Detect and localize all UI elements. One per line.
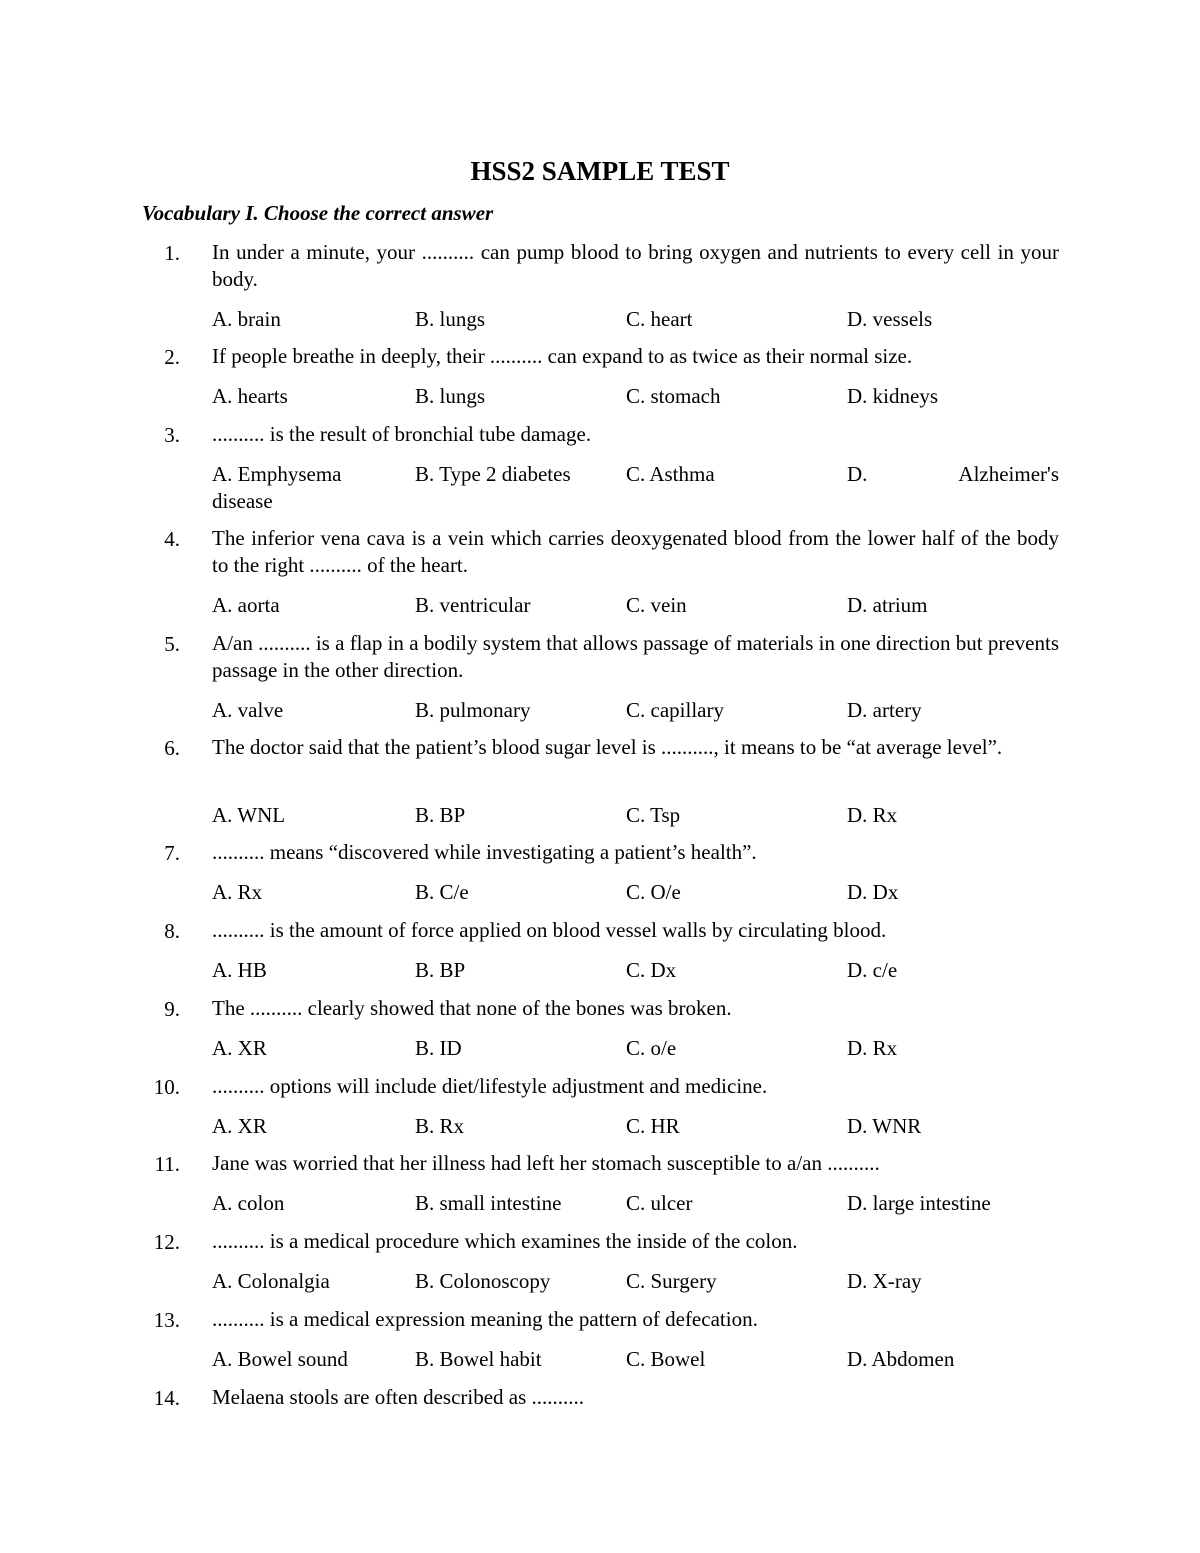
answer-option-a[interactable]: A. colon	[212, 1191, 285, 1215]
question-text: The inferior vena cava is a vein which carries deoxygenated blood from the lower half of the body to the right .......... of the heart.	[212, 526, 1059, 577]
answer-option-a[interactable]: A. aorta	[212, 593, 280, 617]
answer-option-d[interactable]: D. WNR	[847, 1114, 922, 1138]
answer-option-c[interactable]: C. Tsp	[626, 803, 681, 827]
answer-option-b[interactable]: B. lungs	[415, 384, 486, 408]
answer-option-b[interactable]: B. C/e	[415, 880, 469, 904]
question-text: .......... means “discovered while investigating a patient’s health”.	[212, 840, 757, 864]
answer-option-d[interactable]: D. large intestine	[847, 1191, 991, 1215]
answer-option-c[interactable]: C. capillary	[626, 698, 724, 722]
question-number: 2.	[164, 345, 180, 369]
answer-option-d[interactable]: D. X-ray	[847, 1269, 922, 1293]
answer-option-c[interactable]: C. Surgery	[626, 1269, 717, 1293]
answer-options	[212, 696, 1059, 724]
answer-option-b[interactable]: B. Colonoscopy	[415, 1269, 551, 1293]
question-number: 13.	[153, 1308, 180, 1332]
answer-option-b[interactable]: B. Rx	[415, 1114, 465, 1138]
answer-options	[212, 305, 1059, 333]
question-text: A/an .......... is a flap in a bodily system that allows passage of materials in one direction but prevents passage in the other direction.	[212, 631, 1059, 682]
question-text: Jane was worried that her illness had left her stomach susceptible to a/an ..........	[212, 1151, 880, 1175]
question-text: In under a minute, your .......... can pump blood to bring oxygen and nutrients to every cell in your body.	[212, 240, 1059, 291]
answer-options	[212, 591, 1059, 619]
answer-options	[212, 801, 1059, 829]
answer-option-a[interactable]: A. hearts	[212, 384, 288, 408]
question-number: 12.	[153, 1230, 180, 1254]
answer-option-b[interactable]: B. Type 2 diabetes	[415, 462, 571, 486]
answer-option-d[interactable]: D. c/e	[847, 958, 898, 982]
answer-option-c[interactable]: C. HR	[626, 1114, 680, 1138]
answer-option-a[interactable]: A. Bowel sound	[212, 1347, 348, 1371]
answer-options	[212, 1267, 1059, 1295]
answer-options	[212, 1034, 1059, 1062]
answer-option-c[interactable]: C. o/e	[626, 1036, 677, 1060]
answer-option-a[interactable]: A. HB	[212, 958, 267, 982]
question-text: .......... is a medical procedure which examines the inside of the colon.	[212, 1229, 798, 1253]
answer-option-b[interactable]: B. small intestine	[415, 1191, 562, 1215]
question-text: .......... is a medical expression meaning the pattern of defecation.	[212, 1307, 758, 1331]
page-title: HSS2 SAMPLE TEST	[470, 156, 730, 186]
answer-option-d[interactable]: D. Dx	[847, 880, 899, 904]
question-number: 3.	[164, 423, 180, 447]
answer-option-d[interactable]: D. kidneys	[847, 384, 938, 408]
answer-option-d[interactable]: D. artery	[847, 698, 922, 722]
answer-option-a[interactable]: A. brain	[212, 307, 281, 331]
answer-option-c[interactable]: C. stomach	[626, 384, 721, 408]
question-text: If people breathe in deeply, their .......... can expand to as twice as their normal size.	[212, 344, 913, 368]
answer-option-b[interactable]: B. Bowel habit	[415, 1347, 542, 1371]
answer-option-b[interactable]: B. pulmonary	[415, 698, 531, 722]
answer-option-c[interactable]: C. Asthma	[626, 462, 715, 486]
answer-option-a[interactable]: A. XR	[212, 1114, 267, 1138]
answer-options	[212, 878, 1059, 906]
answer-options	[212, 1345, 1059, 1373]
answer-option-d[interactable]: D. atrium	[847, 593, 928, 617]
answer-option-c[interactable]: C. Bowel	[626, 1347, 706, 1371]
answer-option-a[interactable]: A. Colonalgia	[212, 1269, 330, 1293]
answer-option-b[interactable]: B. ventricular	[415, 593, 531, 617]
answer-option-c[interactable]: C. Dx	[626, 958, 677, 982]
answer-option-d-continuation: disease	[212, 489, 273, 513]
question-number: 10.	[153, 1075, 180, 1099]
answer-option-a[interactable]: A. WNL	[212, 803, 286, 827]
answer-option-a[interactable]: A. Emphysema	[212, 462, 342, 486]
answer-option-d[interactable]: D. Abdomen	[847, 1347, 955, 1371]
answer-options	[212, 956, 1059, 984]
answer-option-a[interactable]: A. XR	[212, 1036, 267, 1060]
section-heading: Vocabulary I. Choose the correct answer	[142, 201, 494, 225]
answer-option-a[interactable]: A. Rx	[212, 880, 263, 904]
answer-option-b[interactable]: B. ID	[415, 1036, 462, 1060]
question-number: 4.	[164, 527, 180, 551]
answer-options	[212, 1189, 1059, 1217]
answer-options	[212, 1112, 1059, 1140]
question-number: 9.	[164, 997, 180, 1021]
answer-option-a[interactable]: A. valve	[212, 698, 284, 722]
answer-option-b[interactable]: B. BP	[415, 803, 466, 827]
answer-option-d[interactable]: D. Rx	[847, 1036, 898, 1060]
question-number: 11.	[154, 1152, 180, 1176]
question-text: .......... options will include diet/lifestyle adjustment and medicine.	[212, 1074, 768, 1098]
answer-option-d-letter: D.	[847, 462, 868, 486]
answer-option-d-text: Alzheimer's	[958, 462, 1059, 486]
answer-option-b[interactable]: B. BP	[415, 958, 466, 982]
answer-option-d[interactable]: D. vessels	[847, 307, 933, 331]
question-text: .......... is the result of bronchial tube damage.	[212, 422, 592, 446]
question-number: 1.	[164, 241, 180, 265]
answer-option-d[interactable]: D. Rx	[847, 803, 898, 827]
question-number: 6.	[164, 736, 180, 760]
question-text: Melaena stools are often described as ..........	[212, 1385, 585, 1409]
question-number: 14.	[153, 1386, 180, 1410]
answer-option-c[interactable]: C. heart	[626, 307, 693, 331]
answer-options	[212, 382, 1059, 410]
question-number: 7.	[164, 841, 180, 865]
question-text: The .......... clearly showed that none of the bones was broken.	[212, 996, 732, 1020]
question-text: The doctor said that the patient’s blood sugar level is .........., it means to be “at average level”.	[212, 735, 1003, 759]
answer-options	[212, 460, 1059, 513]
answer-option-c[interactable]: C. O/e	[626, 880, 681, 904]
answer-option-b[interactable]: B. lungs	[415, 307, 486, 331]
answer-option-c[interactable]: C. ulcer	[626, 1191, 693, 1215]
answer-option-c[interactable]: C. vein	[626, 593, 687, 617]
question-number: 8.	[164, 919, 180, 943]
question-number: 5.	[164, 632, 180, 656]
question-text: .......... is the amount of force applied on blood vessel walls by circulating blood.	[212, 918, 887, 942]
